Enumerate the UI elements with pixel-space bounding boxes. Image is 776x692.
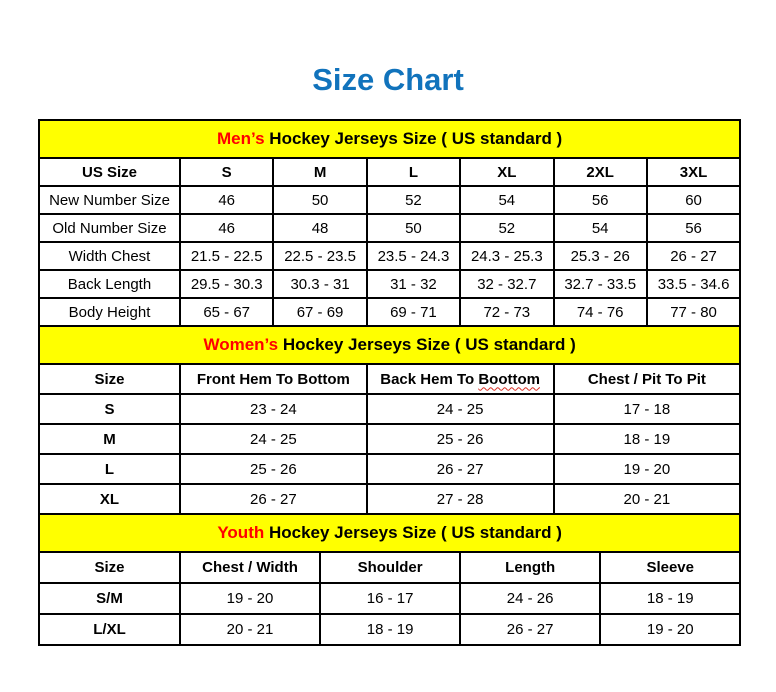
col-header-us-size: US Size bbox=[39, 158, 180, 186]
cell-value: 20 - 21 bbox=[554, 484, 741, 514]
mens-band-text: Hockey Jerseys Size ( US standard ) bbox=[269, 129, 563, 148]
youth-section-band bbox=[39, 514, 740, 552]
table-row bbox=[39, 214, 740, 242]
cell-value: 48 bbox=[273, 214, 366, 242]
table-row bbox=[39, 242, 740, 270]
cell-value: 30.3 - 31 bbox=[273, 270, 366, 298]
womens-header-row bbox=[39, 364, 740, 394]
youth-section-header bbox=[39, 514, 740, 552]
row-label: M bbox=[39, 424, 180, 454]
cell-value: 46 bbox=[180, 186, 273, 214]
table-row bbox=[39, 583, 740, 614]
col-header-sleeve: Sleeve bbox=[600, 552, 740, 583]
cell-value: 26 - 27 bbox=[180, 484, 367, 514]
cell-value: 65 - 67 bbox=[180, 298, 273, 326]
womens-accent-label: Women’s bbox=[203, 335, 279, 354]
row-label: L bbox=[39, 454, 180, 484]
col-header-chest-pit: Chest / Pit To Pit bbox=[554, 364, 741, 394]
cell-value: 77 - 80 bbox=[647, 298, 740, 326]
cell-value: 18 - 19 bbox=[320, 614, 460, 645]
cell-value: 22.5 - 23.5 bbox=[273, 242, 366, 270]
womens-section-band bbox=[39, 326, 740, 364]
misspelled-word: Boottom bbox=[478, 370, 540, 388]
cell-value: 23.5 - 24.3 bbox=[367, 242, 460, 270]
womens-section-header bbox=[39, 326, 740, 364]
col-header-s: S bbox=[180, 158, 273, 186]
cell-value: 56 bbox=[554, 186, 647, 214]
cell-value: 25 - 26 bbox=[367, 424, 554, 454]
row-label: Back Length bbox=[39, 270, 180, 298]
col-header-m: M bbox=[273, 158, 366, 186]
cell-value: 69 - 71 bbox=[367, 298, 460, 326]
mens-accent-label: Men’s bbox=[217, 129, 265, 148]
table-row bbox=[39, 424, 740, 454]
cell-value: 23 - 24 bbox=[180, 394, 367, 424]
cell-value: 24 - 25 bbox=[180, 424, 367, 454]
youth-accent-label: Youth bbox=[217, 523, 265, 542]
cell-value: 24 - 25 bbox=[367, 394, 554, 424]
cell-value: 32.7 - 33.5 bbox=[554, 270, 647, 298]
row-label: Old Number Size bbox=[39, 214, 180, 242]
cell-value: 33.5 - 34.6 bbox=[647, 270, 740, 298]
table-row bbox=[39, 186, 740, 214]
back-hem-text: Back Hem To bbox=[380, 370, 479, 388]
cell-value: 32 - 32.7 bbox=[460, 270, 553, 298]
table-row bbox=[39, 394, 740, 424]
cell-value: 67 - 69 bbox=[273, 298, 366, 326]
youth-header-row bbox=[39, 552, 740, 583]
womens-band-text: Hockey Jerseys Size ( US standard ) bbox=[282, 335, 576, 354]
col-header-l: L bbox=[367, 158, 460, 186]
row-label: L/XL bbox=[39, 614, 180, 645]
row-label: Width Chest bbox=[39, 242, 180, 270]
cell-value: 72 - 73 bbox=[460, 298, 553, 326]
cell-value: 25.3 - 26 bbox=[554, 242, 647, 270]
cell-value: 18 - 19 bbox=[554, 424, 741, 454]
youth-band-text: Hockey Jerseys Size ( US standard ) bbox=[268, 523, 562, 542]
cell-value: 26 - 27 bbox=[367, 454, 554, 484]
cell-value: 21.5 - 22.5 bbox=[180, 242, 273, 270]
row-label: S bbox=[39, 394, 180, 424]
cell-value: 16 - 17 bbox=[320, 583, 460, 614]
cell-value: 29.5 - 30.3 bbox=[180, 270, 273, 298]
table-row bbox=[39, 614, 740, 645]
col-header-front-hem: Front Hem To Bottom bbox=[180, 364, 367, 394]
col-header-size: Size bbox=[39, 364, 180, 394]
cell-value: 19 - 20 bbox=[554, 454, 741, 484]
cell-value: 52 bbox=[460, 214, 553, 242]
page-title: Size Chart bbox=[312, 62, 464, 97]
row-label: Body Height bbox=[39, 298, 180, 326]
col-header-xl: XL bbox=[460, 158, 553, 186]
cell-value: 54 bbox=[460, 186, 553, 214]
col-header-2xl: 2XL bbox=[554, 158, 647, 186]
cell-value: 19 - 20 bbox=[180, 583, 320, 614]
cell-value: 60 bbox=[647, 186, 740, 214]
cell-value: 20 - 21 bbox=[180, 614, 320, 645]
table-row bbox=[39, 484, 740, 514]
cell-value: 56 bbox=[647, 214, 740, 242]
row-label: XL bbox=[39, 484, 180, 514]
cell-value: 50 bbox=[367, 214, 460, 242]
col-header-back-hem bbox=[367, 364, 554, 394]
cell-value: 27 - 28 bbox=[367, 484, 554, 514]
cell-value: 24.3 - 25.3 bbox=[460, 242, 553, 270]
cell-value: 19 - 20 bbox=[600, 614, 740, 645]
cell-value: 52 bbox=[367, 186, 460, 214]
col-header-length: Length bbox=[460, 552, 600, 583]
cell-value: 25 - 26 bbox=[180, 454, 367, 484]
col-header-3xl: 3XL bbox=[647, 158, 740, 186]
cell-value: 17 - 18 bbox=[554, 394, 741, 424]
cell-value: 24 - 26 bbox=[460, 583, 600, 614]
table-row bbox=[39, 454, 740, 484]
cell-value: 18 - 19 bbox=[600, 583, 740, 614]
col-header-chest-width: Chest / Width bbox=[180, 552, 320, 583]
size-chart-table bbox=[38, 119, 741, 646]
mens-section-header bbox=[39, 120, 740, 158]
table-row bbox=[39, 298, 740, 326]
cell-value: 31 - 32 bbox=[367, 270, 460, 298]
cell-value: 46 bbox=[180, 214, 273, 242]
mens-section-band bbox=[39, 120, 740, 158]
col-header-size: Size bbox=[39, 552, 180, 583]
cell-value: 74 - 76 bbox=[554, 298, 647, 326]
cell-value: 50 bbox=[273, 186, 366, 214]
mens-header-row bbox=[39, 158, 740, 186]
cell-value: 54 bbox=[554, 214, 647, 242]
cell-value: 26 - 27 bbox=[647, 242, 740, 270]
table-row bbox=[39, 270, 740, 298]
cell-value: 26 - 27 bbox=[460, 614, 600, 645]
col-header-shoulder: Shoulder bbox=[320, 552, 460, 583]
row-label: S/M bbox=[39, 583, 180, 614]
row-label: New Number Size bbox=[39, 186, 180, 214]
